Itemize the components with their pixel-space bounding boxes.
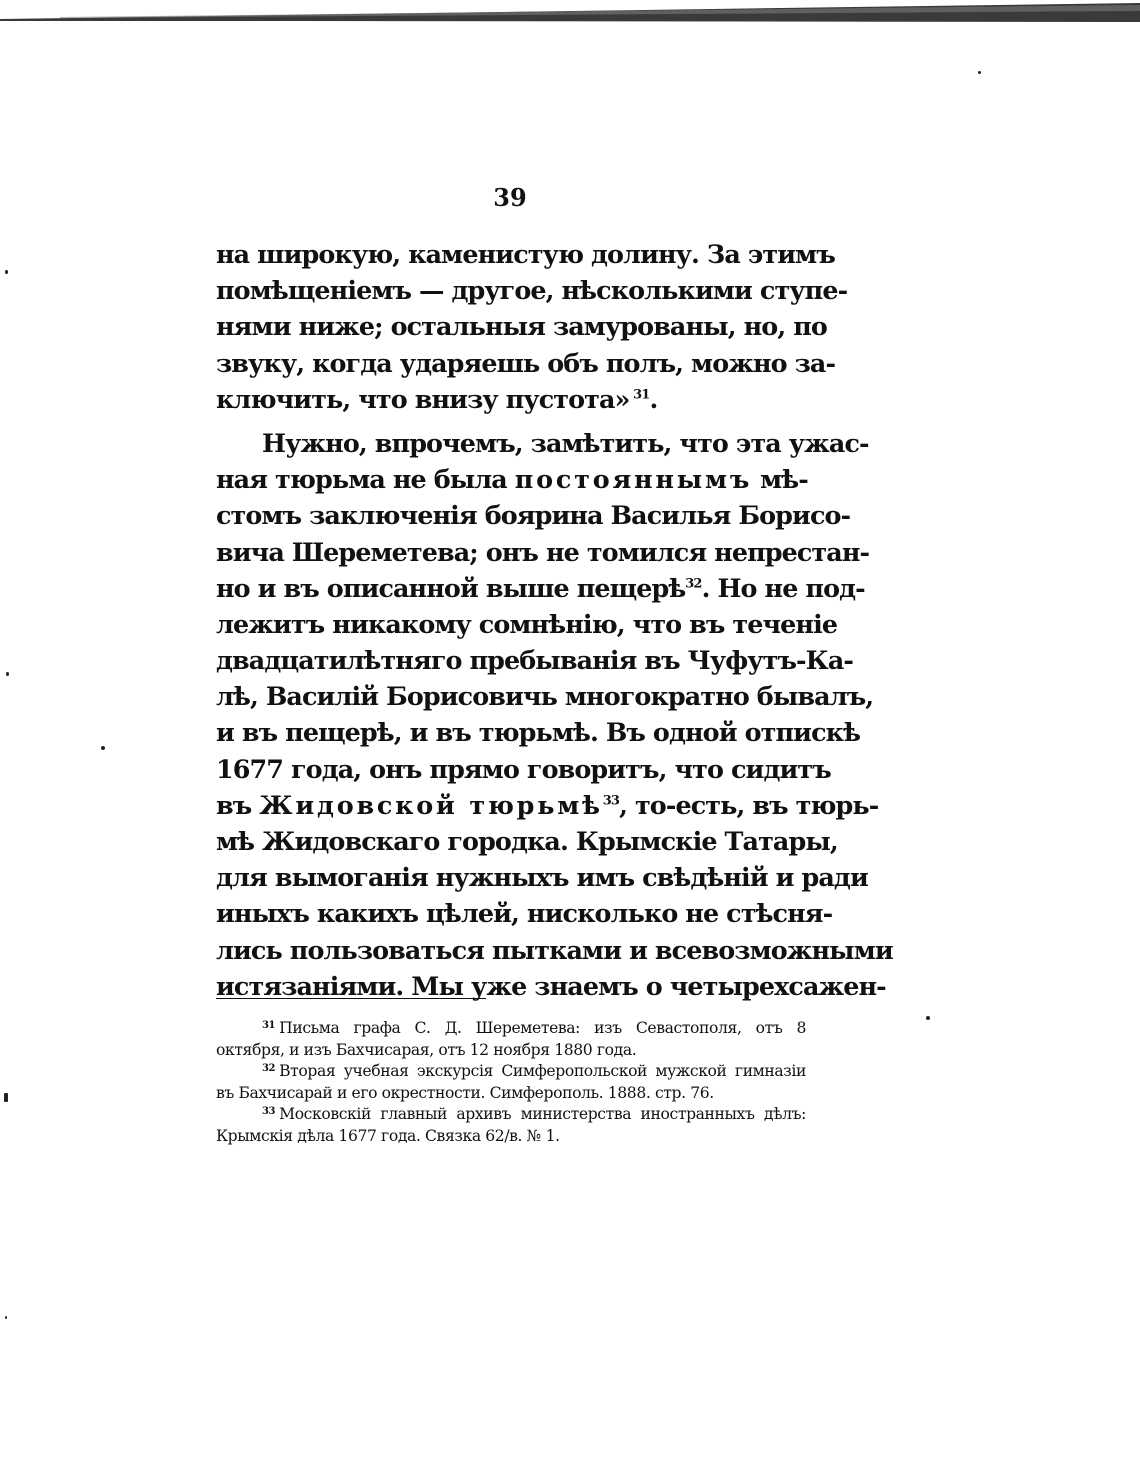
footnote-text: Письма графа С. Д. Шереметева: изъ Севастополя, отъ 8 bbox=[279, 1019, 806, 1037]
paragraph-start-line: Нужно, впрочемъ, замѣтить, что эта ужас- bbox=[262, 427, 869, 458]
footnote-32-line bbox=[216, 1061, 806, 1083]
text-line-segment: ная тюрьма не была bbox=[216, 464, 515, 495]
text-line-segment: . bbox=[649, 383, 658, 414]
footnote-31-line bbox=[216, 1018, 806, 1040]
text-line bbox=[216, 461, 806, 497]
scan-speck bbox=[5, 1316, 7, 1319]
text-line bbox=[216, 570, 865, 606]
scan-speck bbox=[6, 672, 9, 676]
footnote-text: Московскій главный архивъ министерства иностранныхъ дѣлъ: bbox=[279, 1105, 806, 1124]
footnote-ref-31: 31 bbox=[633, 387, 650, 402]
emphasized-word: постояннымъ bbox=[514, 464, 753, 495]
text-line-segment: ключить, что внизу пустота» bbox=[216, 383, 630, 414]
footnote-ref-32: 32 bbox=[685, 575, 702, 591]
footnote-31-line: октября, и изъ Бахчисарая, отъ 12 ноября 1880 года. bbox=[216, 1040, 637, 1059]
body-text bbox=[216, 236, 893, 1004]
text-line: помѣщеніемъ — другое, нѣсколькими ступе- bbox=[216, 275, 848, 306]
text-line: и въ пещерѣ, и въ тюрьмѣ. Въ одной отпискѣ bbox=[216, 717, 861, 748]
footnote-33-line: Крымскія дѣла 1677 года. Связка 62/в. № 1. bbox=[216, 1126, 560, 1145]
scan-speck bbox=[5, 270, 8, 274]
text-line: мѣ Жидовскаго городка. Крымскіе Татары, bbox=[216, 826, 838, 856]
text-line: лись пользоваться пытками и всевозможными bbox=[216, 934, 893, 965]
footnote-mark: 31 bbox=[262, 1019, 276, 1031]
footnote-mark: 33 bbox=[262, 1105, 276, 1117]
footnote-ref-33: 33 bbox=[602, 793, 620, 809]
text-line: нями ниже; остальныя замурованы, но, по bbox=[216, 311, 827, 342]
text-line-segment: но и въ описанной выше пещерѣ bbox=[216, 572, 686, 603]
text-line: иныхъ какихъ цѣлей, нисколько не стѣсня- bbox=[216, 898, 833, 929]
text-line bbox=[216, 787, 879, 823]
scan-speck bbox=[4, 1093, 8, 1102]
text-line: двадцатилѣтняго пребыванія въ Чуфутъ-Ка- bbox=[216, 645, 854, 676]
scan-speck bbox=[978, 71, 981, 74]
text-line: для вымоганія нужныхъ имъ свѣдѣній и ради bbox=[216, 862, 868, 893]
text-line: 1677 года, онъ прямо говоритъ, что сидитъ bbox=[216, 753, 831, 784]
footnote-33-line bbox=[216, 1104, 806, 1126]
footnote-mark: 32 bbox=[262, 1062, 276, 1074]
text-line: стомъ заключенія боярина Василья Борисо- bbox=[216, 500, 851, 531]
text-line: вича Шереметева; онъ не томился непрестан- bbox=[216, 536, 870, 567]
scan-speck bbox=[926, 1016, 930, 1020]
text-line-segment: . Но не под- bbox=[701, 572, 865, 603]
text-line: лѣ, Василій Борисовичь многократно бывалъ, bbox=[216, 681, 874, 712]
text-line: лежитъ никакому сомнѣнію, что въ теченіе bbox=[216, 608, 838, 639]
text-line bbox=[216, 381, 806, 417]
footnote-divider bbox=[216, 998, 486, 999]
scan-speck bbox=[101, 746, 105, 750]
footnote-32-line: въ Бахчисарай и его окрестности. Симферополь. 1888. стр. 76. bbox=[216, 1083, 714, 1102]
text-line-segment: , то-есть, въ тюрь- bbox=[619, 789, 879, 820]
scanner-edge-streak bbox=[0, 0, 1140, 28]
footnotes bbox=[216, 1018, 806, 1148]
text-line-segment: въ bbox=[216, 789, 260, 820]
text-line: звуку, когда ударяешь объ полъ, можно за- bbox=[216, 347, 836, 378]
footnote-text: Вторая учебная экскурсія Симферопольской мужской гимназіи bbox=[279, 1062, 806, 1081]
emphasized-phrase: Жидовской тюрьмѣ bbox=[259, 789, 603, 820]
text-line-segment: мѣ- bbox=[752, 464, 808, 495]
text-line: истязаніями. Мы уже знаемъ о четырехсажен- bbox=[216, 970, 886, 1001]
page-number: 39 bbox=[493, 183, 527, 212]
text-line: на широкую, каменистую долину. За этимъ bbox=[216, 239, 835, 269]
